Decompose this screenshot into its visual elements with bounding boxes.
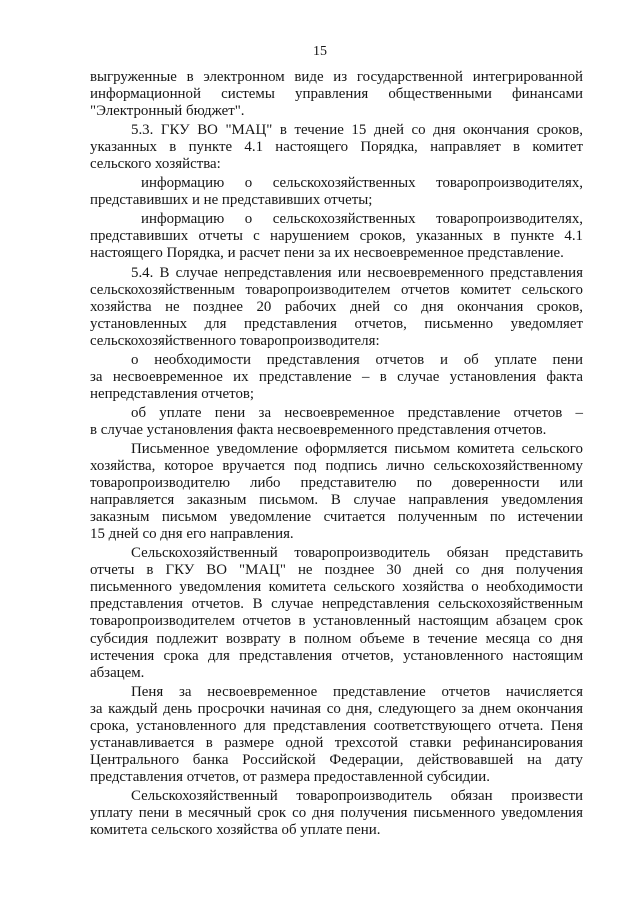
text-line: о необходимости представления отчетов и об уплате пени [131, 351, 583, 368]
text-line: субсидия подлежит возврату в полном объеме в течение месяца со дня [90, 630, 583, 647]
text-line: хозяйства, которое вручается под подпись лично сельскохозяйственному [90, 458, 583, 475]
text-line: сельскохозяйственным товаропроизводителем отчетов комитет сельского [90, 281, 583, 298]
paragraph [90, 352, 583, 403]
text-line: указанных в пункте 4.1 настоящего Порядка, направляет в комитет [90, 139, 583, 156]
text-line: Пеня за несвоевременное представление отчетов начисляется [131, 683, 583, 700]
text-line: 5.3. ГКУ ВО "МАЦ" в течение 15 дней со дня окончания сроков, [131, 122, 583, 139]
text-line: Письменное уведомление оформляется письмом комитета сельского [131, 440, 583, 457]
text-line: информационной системы управления общественными финансами [90, 86, 583, 103]
paragraph [90, 122, 583, 173]
paragraph [90, 684, 583, 786]
text-line: абзацем. [90, 664, 145, 681]
text-line: срока, установленного для представления соответствующего отчета. Пеня [90, 717, 583, 734]
text-line: Центрального банка Российской Федерации, действовавшей на дату [90, 751, 583, 768]
text-line: выгруженные в электронном виде из государственной интегрированной [90, 69, 583, 85]
text-line: сельскохозяйственного товаропроизводителя: [90, 332, 380, 349]
text-line: направляется заказным письмом. В случае направления уведомления [90, 492, 583, 509]
paragraph [90, 175, 583, 209]
text-line: настоящего Порядка, и расчет пени за их несвоевременное представление. [90, 245, 564, 262]
text-line: сельского хозяйства: [90, 156, 221, 173]
text-line: хозяйства не позднее 20 рабочих дней со дня окончания сроков, [90, 298, 583, 315]
text-line: товаропроизводителю либо представителю по доверенности или [90, 475, 583, 492]
text-line: непредставления отчетов; [90, 385, 255, 402]
text-line: представления отчетов, от размера предоставленной субсидии. [90, 768, 490, 785]
text-line: Сельскохозяйственный товаропроизводитель обязан представить [131, 545, 583, 562]
text-line: устанавливается в размере одной трехсотой ставки рефинансирования [90, 734, 583, 751]
text-line: письменного уведомления комитета сельского хозяйства о необходимости [90, 579, 583, 596]
page-number: 15 [313, 44, 327, 59]
text-line: уплату пени в месячный срок со дня получения письменного уведомления [90, 804, 583, 821]
text-line: отчеты в ГКУ ВО "МАЦ" не позднее 30 дней со дня получения [90, 562, 583, 579]
text-line: комитета сельского хозяйства об уплате пени. [90, 822, 381, 839]
text-line: истечения срока для представления отчетов, установленного настоящим [90, 647, 583, 664]
text-line: товаропроизводителем отчетов в установленный настоящим абзацем срок [90, 613, 583, 630]
text-line: за каждый день просрочки начиная со дня, следующего за днем окончания [90, 700, 583, 717]
text-line: заказным письмом уведомление считается полученным по истечении [90, 509, 583, 526]
text-line: об уплате пени за несвоевременное представление отчетов – [131, 404, 583, 421]
paragraph [90, 405, 583, 439]
text-line: информацию о сельскохозяйственных товаропроизводителях, [141, 175, 583, 192]
text-line: представивших отчеты с нарушением сроков, указанных в пункте 4.1 [90, 228, 583, 245]
paragraph [90, 211, 583, 262]
text-line: представивших и не представивших отчеты; [90, 192, 373, 209]
paragraph [90, 788, 583, 839]
text-line: за несвоевременное их представление – в случае установления факта [90, 368, 583, 385]
text-line: установленных для представления отчетов, письменно уведомляет [90, 315, 583, 332]
text-line: "Электронный бюджет". [90, 103, 245, 120]
text-line: 5.4. В случае непредставления или несвоевременного представления [131, 264, 583, 281]
document-body [90, 69, 583, 841]
text-line: 15 дней со дня его направления. [90, 526, 294, 543]
paragraph [90, 265, 583, 350]
text-line: информацию о сельскохозяйственных товаропроизводителях, [141, 211, 583, 228]
paragraph [90, 69, 583, 120]
paragraph [90, 545, 583, 681]
text-line: Сельскохозяйственный товаропроизводитель обязан произвести [131, 787, 583, 804]
text-line: представления отчетов. В случае непредставления сельскохозяйственным [90, 596, 583, 613]
text-line: в случае установления факта несвоевременного представления отчетов. [90, 421, 547, 438]
paragraph [90, 441, 583, 543]
